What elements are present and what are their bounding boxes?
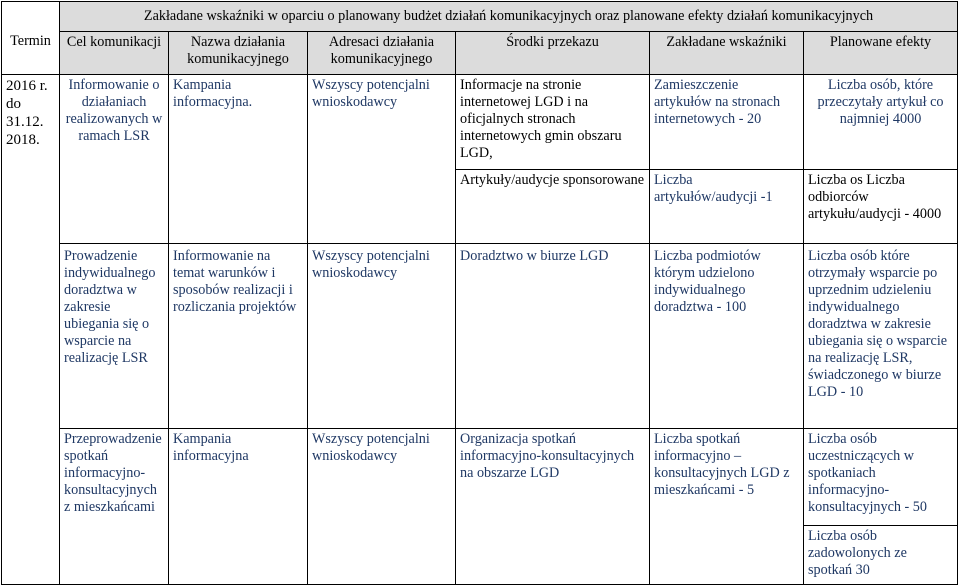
communication-plan-table (1, 1, 958, 585)
srodki-cell: Informacje na stronie internetowej LGD i na oficjalnych stronach internetowych gmin obszaru LGD, (456, 74, 650, 169)
header-wskazniki: Zakładane wskaźniki (650, 31, 804, 74)
termin-cell: 2016 r. do 31.12. 2018. (2, 74, 60, 584)
efekt-cell: Liczba osób które otrzymały wsparcie po uprzednim udzieleniu indywidualnego doradztwa w zakresie ubiegania się o wsparcie na realizację LSR, świadczonego w biurze LGD - 10 (804, 243, 958, 428)
table-title: Zakładane wskaźniki w oparciu o planowany budżet działań komunikacyjnych oraz planowane efekty działań komunikacyjnych (60, 2, 958, 32)
efekt-cell: Liczba osób uczestniczących w spotkaniach informacyjno-konsultacyjnych - 50 (804, 428, 958, 525)
cel-cell: Informowanie o działaniach realizowanych w ramach LSR (60, 74, 169, 243)
empty-corner-cell (2, 2, 60, 32)
adresaci-cell: Wszyscy potencjalni wnioskodawcy (308, 243, 456, 428)
cel-cell: Prowadzenie indywidualnego doradztwa w zakresie ubiegania się o wsparcie na realizację LSR (60, 243, 169, 428)
wskaznik-cell: Liczba spotkań informacyjno – konsultacyjnych LGD z mieszkańcami - 5 (650, 428, 804, 584)
cel-cell: Przeprowadzenie spotkań informacyjno-konsultacyjnych z mieszkańcami (60, 428, 169, 584)
efekt-cell: Liczba osób, które przeczytały artykuł co najmniej 4000 (804, 74, 958, 169)
srodki-cell: Doradztwo w biurze LGD (456, 243, 650, 428)
header-adresaci: Adresaci działania komunikacyjnego (308, 31, 456, 74)
adresaci-cell: Wszyscy potencjalni wnioskodawcy (308, 74, 456, 243)
nazwa-cell: Kampania informacyjna. (169, 74, 308, 243)
nazwa-cell: Informowanie na temat warunków i sposobów realizacji i rozliczania projektów (169, 243, 308, 428)
efekt-cell: Liczba os Liczba odbiorców artykułu/audycji - 4000 (804, 169, 958, 243)
wskaznik-cell: Liczba artykułów/audycji -1 (650, 169, 804, 243)
nazwa-cell: Kampania informacyjna (169, 428, 308, 584)
header-nazwa: Nazwa działania komunikacyjnego (169, 31, 308, 74)
header-efekty: Planowane efekty (804, 31, 958, 74)
header-termin: Termin (2, 31, 60, 74)
wskaznik-cell: Liczba podmiotów którym udzielono indywidualnego doradztwa - 100 (650, 243, 804, 428)
adresaci-cell: Wszyscy potencjalni wnioskodawcy (308, 428, 456, 584)
header-cel: Cel komunikacji (60, 31, 169, 74)
wskaznik-cell: Zamieszczenie artykułów na stronach internetowych - 20 (650, 74, 804, 169)
efekt-cell: Liczba osób zadowolonych ze spotkań 30 (804, 525, 958, 584)
srodki-cell: Artykuły/audycje sponsorowane (456, 169, 650, 243)
header-srodki: Środki przekazu (456, 31, 650, 74)
srodki-cell: Organizacja spotkań informacyjno-konsultacyjnych na obszarze LGD (456, 428, 650, 584)
